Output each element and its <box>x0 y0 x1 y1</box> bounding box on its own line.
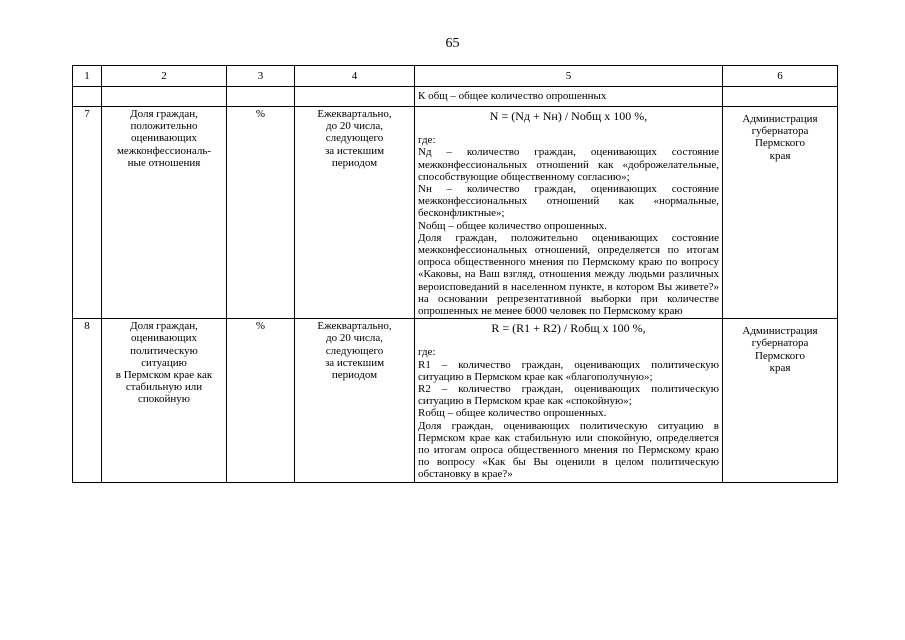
calculation-method <box>415 319 723 482</box>
period-line: следующего <box>325 344 384 357</box>
column-header: 2 <box>102 66 227 87</box>
empty-cell <box>102 87 227 107</box>
table-row <box>73 319 838 482</box>
period-line: Ежеквартально, <box>317 320 392 333</box>
indicator-line: Доля граждан, <box>130 320 198 333</box>
empty-cell <box>227 87 295 107</box>
period-line: периодом <box>331 369 378 382</box>
row-number: 7 <box>73 107 102 319</box>
period-line: следующего <box>325 132 384 145</box>
method-paragraph: Nобщ – общее количество опрошенных. <box>418 219 608 232</box>
method-paragraph: где: <box>418 134 436 147</box>
responsible-line: края <box>769 149 791 162</box>
reporting-period <box>295 319 415 482</box>
table-row <box>73 107 838 319</box>
indicator-line: в Пермском крае как <box>115 369 213 382</box>
unit: % <box>227 107 295 319</box>
method-paragraph: Nд – количество граждан, оценивающих состояние межконфессиональных отношений как «доброжелательные, способствующие общественному согласию»; <box>418 146 719 183</box>
indicator-line: Доля граждан, <box>130 108 198 120</box>
method-paragraph: R2 – количество граждан, оценивающих политическую ситуацию в Пермском крае как «спокойную»; <box>418 383 719 408</box>
indicator-line: оценивающих <box>130 132 198 145</box>
indicator-line: ные отношения <box>127 156 201 169</box>
page-number: 65 <box>445 36 460 51</box>
method-paragraph: где: <box>418 346 436 359</box>
continuation-row <box>73 87 838 107</box>
empty-cell <box>73 87 102 107</box>
period-line: до 20 числа, <box>325 332 384 345</box>
row-number: 8 <box>73 319 102 482</box>
indicator-line: оценивающих <box>130 332 198 345</box>
column-header: 5 <box>415 66 723 87</box>
responsible-line: Администрация <box>742 325 818 338</box>
method-paragraph: Nн – количество граждан, оценивающих состояние межконфессиональных отношений как «нормальные, бесконфликтные»; <box>418 183 719 220</box>
empty-cell <box>295 87 415 107</box>
table-header-row <box>73 66 838 87</box>
indicator-line: положительно <box>130 120 198 133</box>
indicator-line: ситуацию <box>141 356 187 369</box>
formula: N = (Nд + Nн) / Nобщ x 100 %, <box>489 109 648 123</box>
column-header: 1 <box>73 66 102 87</box>
column-header: 6 <box>723 66 838 87</box>
empty-cell <box>723 87 838 107</box>
responsible-line: губернатора Пермского <box>751 125 809 150</box>
method-paragraph: Rобщ – общее количество опрошенных. <box>418 407 607 420</box>
column-header: 3 <box>227 66 295 87</box>
period-line: Ежеквартально, <box>317 108 392 120</box>
indicator-line: межконфессиональ- <box>116 144 212 157</box>
calculation-method <box>415 107 723 319</box>
responsible-body <box>723 107 838 319</box>
period-line: за истекшим <box>324 356 385 369</box>
unit: % <box>227 319 295 482</box>
indicator-name <box>102 319 227 482</box>
method-paragraph: Доля граждан, положительно оценивающих состояние межконфессиональных отношений, определяется по итогам опроса общественного мнения по Пермскому краю по вопросу «Каковы, на Ваш взгляд, отношения между людьми различных вероисповеданий в населенном пункте, в котором Вы живете?» на основании репрезентативной выборки при количестве опрошенных не менее 6000 человек по Пермскому краю <box>418 231 719 318</box>
reporting-period <box>295 107 415 319</box>
responsible-line: края <box>769 361 791 374</box>
indicator-name <box>102 107 227 319</box>
period-line: до 20 числа, <box>325 120 384 133</box>
indicator-line: спокойную <box>137 393 191 406</box>
responsible-line: губернатора Пермского <box>751 337 809 362</box>
formula: R = (R1 + R2) / Rобщ x 100 %, <box>491 321 646 336</box>
indicator-line: стабильную или <box>125 381 203 394</box>
indicators-table <box>72 65 838 483</box>
column-header: 4 <box>295 66 415 87</box>
period-line: периодом <box>331 156 378 169</box>
method-paragraph: Доля граждан, оценивающих политическую ситуацию в Пермском крае как стабильную или спокойную, определяется по итогам опроса общественного мнения по Пермскому краю по вопросу «Как бы Вы оценили в целом политическую обстановку в крае?» <box>418 419 719 481</box>
responsible-line: Администрация <box>742 113 818 125</box>
indicator-line: политическую <box>130 344 198 357</box>
method-paragraph: R1 – количество граждан, оценивающих политическую ситуацию в Пермском крае как «благополучную»; <box>418 358 719 383</box>
period-line: за истекшим <box>324 144 385 157</box>
continuation-text: К общ – общее количество опрошенных <box>415 87 723 107</box>
responsible-body <box>723 319 838 482</box>
